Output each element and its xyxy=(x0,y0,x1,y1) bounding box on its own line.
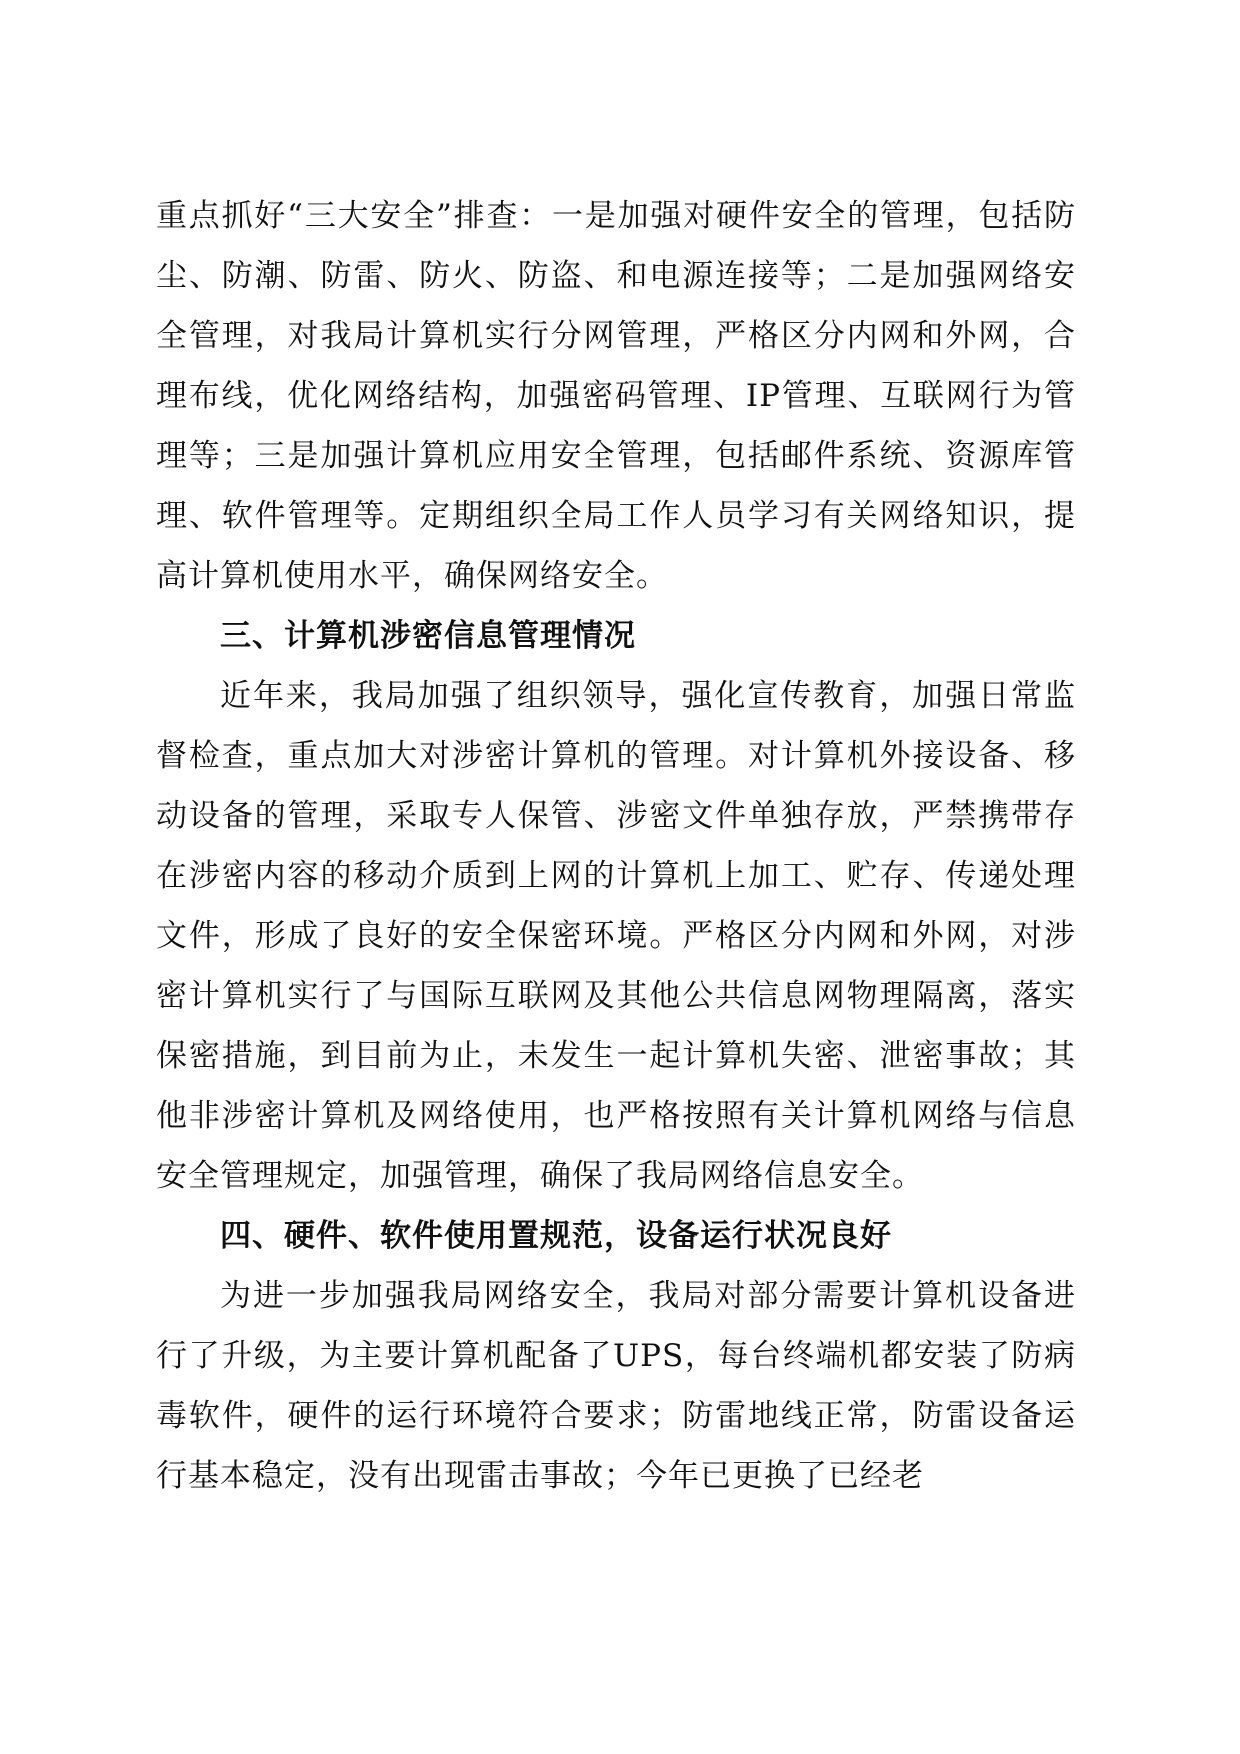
section-heading-4: 四、硬件、软件使用置规范，设备运行状况良好 xyxy=(220,1218,892,1254)
section-heading-3: 三、计算机涉密信息管理情况 xyxy=(220,618,636,654)
paragraph-security-checks: 重点抓好“三大安全”排查：一是加强对硬件安全的管理，包括防尘、防潮、防雷、防火、防盗、和电源连接等；二是加强网络安全管理，对我局计算机实行分网管理，严格区分内网和外网，合理布线，优化网络结构，加强密码管理、IP管理、互联网行为管理等；三是加强计算机应用安全管理，包括邮件系统、资源库管理、软件管理等。定期组织全局工作人员学习有关网络知识，提高计算机使用水平，确保网络安全。 xyxy=(156,198,1076,594)
document-body xyxy=(156,186,1076,1506)
paragraph-hardware-software: 为进一步加强我局网络安全，我局对部分需要计算机设备进行了升级，为主要计算机配备了UPS，每台终端机都安装了防病毒软件，硬件的运行环境符合要求；防雷地线正常，防雷设备运行基本稳定，没有出现雷击事故；今年已更换了已经老 xyxy=(156,1278,1076,1494)
paragraph-classified-info: 近年来，我局加强了组织领导，强化宣传教育，加强日常监督检查，重点加大对涉密计算机的管理。对计算机外接设备、移动设备的管理，采取专人保管、涉密文件单独存放，严禁携带存在涉密内容的移动介质到上网的计算机上加工、贮存、传递处理文件，形成了良好的安全保密环境。严格区分内网和外网，对涉密计算机实行了与国际互联网及其他公共信息网物理隔离，落实保密措施，到目前为止，未发生一起计算机失密、泄密事故；其他非涉密计算机及网络使用，也严格按照有关计算机网络与信息安全管理规定，加强管理，确保了我局网络信息安全。 xyxy=(156,678,1076,1194)
